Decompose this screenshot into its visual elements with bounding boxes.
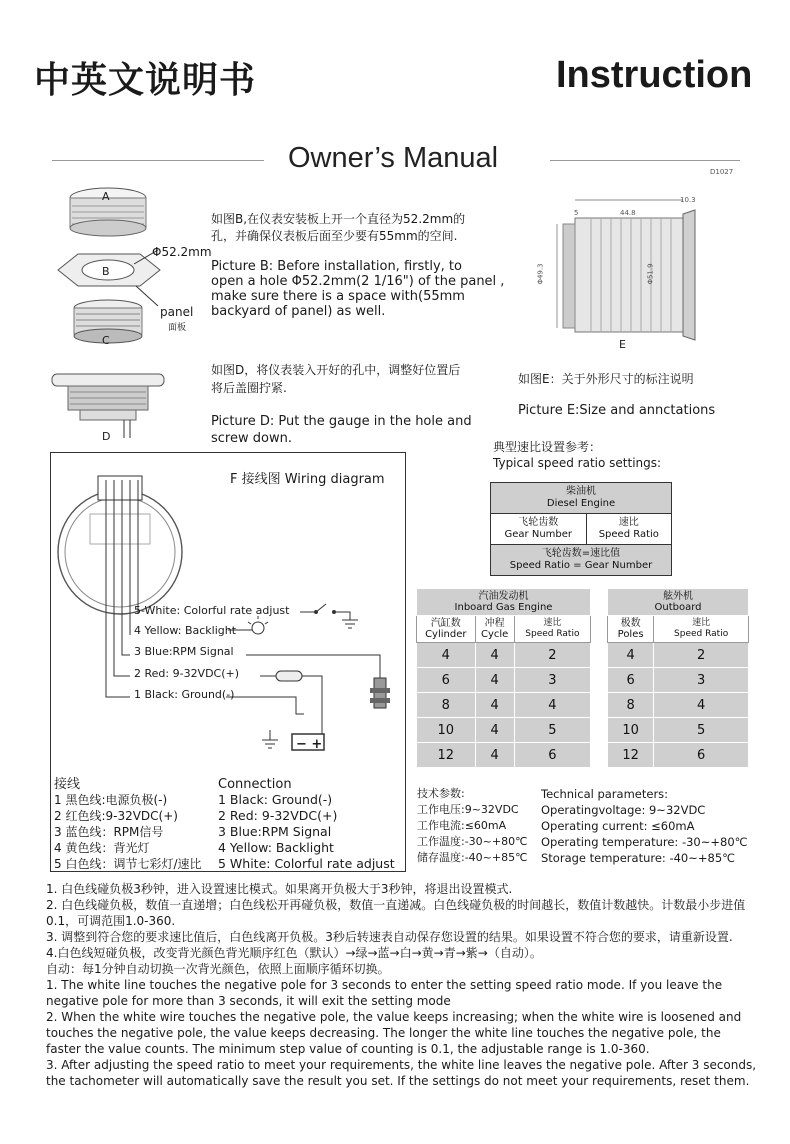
connection-title-en: Connection (218, 777, 292, 792)
header-title-en: Instruction (556, 54, 753, 96)
dim-4: Φ49.3 (536, 263, 545, 285)
table-row (608, 718, 749, 743)
tech-cn-item: 技术参数: (417, 787, 465, 800)
ground-icon (262, 730, 278, 748)
connection-cn-item: 2 红色线:9-32VDC(+) (54, 809, 178, 823)
inboard-cell: 12 (417, 743, 476, 768)
connection-cn-item: 5 白色线：调节七彩灯/速比 (54, 857, 202, 871)
label-a: A (102, 190, 110, 203)
connection-en-item: 1 Black: Ground(-) (218, 792, 333, 807)
diesel-title-cn: 柴油机 (566, 486, 596, 497)
bulb-icon (248, 616, 268, 634)
divider-left (52, 160, 264, 161)
pice-en: Picture E:Size and annctations (518, 403, 716, 418)
instructions (46, 881, 758, 1089)
wire-1: 1 Black: Ground(-) (134, 688, 235, 701)
outboard-title-en: Outboard (654, 602, 702, 613)
label-diameter: Φ52.2mm (152, 245, 212, 259)
table-row (417, 743, 591, 768)
outboard-cell: 12 (608, 743, 654, 768)
instruction-en-1: 1. The white line touches the negative pole for 3 seconds to enter the setting speed ratio mode. If you leave the negative pole for more than 3 seconds, it will exit the setting mode (46, 978, 723, 1008)
inboard-cell: 4 (417, 643, 476, 668)
picd-en-2: screw down. (211, 431, 292, 446)
inboard-h1-cn: 汽缸数 (430, 618, 461, 629)
connection-cn-list (54, 792, 202, 872)
connection-en-item: 3 Blue:RPM Signal (218, 824, 332, 839)
outboard-cell: 4 (654, 693, 749, 718)
connection-cn-item: 4 黄色线：背光灯 (54, 841, 150, 855)
outboard-cell: 10 (608, 718, 654, 743)
pice-cn: 如图E：关于外形尺寸的标注说明 (518, 372, 694, 386)
table-row (417, 718, 591, 743)
ratio-intro-cn: 典型速比设置参考： (493, 440, 602, 454)
battery-label: − + (296, 737, 323, 752)
instruction-en-2: 2. When the white wire touches the negative pole, the value keeps increasing; when the white wire is loosened and touches the negative pole, the value keeps decreasing. The longer the white line touches the negative pole, the faster the value counts. The minimum step value of counting is 0.1, the adjustable range is 1.0-360. (46, 1010, 742, 1056)
picb-cn-1: 如图B,在仪表安装板上开一个直径为52.2mm的 (211, 212, 466, 226)
inboard-title-en: Inboard Gas Engine (454, 602, 553, 613)
diesel-ratio-en: Speed Ratio (598, 529, 659, 540)
connection-title-cn: 接线 (54, 777, 81, 792)
inboard-cell: 10 (417, 718, 476, 743)
tech-en-item: Operating current: ≤60mA (541, 819, 695, 833)
picb-cn-2: 孔，并确保仪表板后面至少要有55mm的空间. (211, 229, 458, 243)
table-row (417, 693, 591, 718)
instruction-cn-4: 4.白色线短碰负极，改变背光颜色背光顺序红色（默认）→绿→蓝→白→黄→青→紫→（自动）。 (46, 946, 542, 960)
table-row (608, 743, 749, 768)
tech-en-item: Operatingvoltage: 9~32VDC (541, 803, 706, 817)
diesel-gear-en: Gear Number (504, 529, 573, 540)
picd-en-1: Picture D: Put the gauge in the hole and (211, 414, 472, 429)
wire-3: 3 Blue:RPM Signal (134, 645, 234, 658)
tech-cn-item: 工作温度:-30~+80℃ (417, 835, 528, 848)
table-row (608, 668, 749, 693)
inboard-cell: 4 (475, 668, 514, 693)
tech-cn-list (417, 786, 527, 866)
outboard-h1-en: Poles (617, 629, 644, 640)
outboard-cell: 4 (608, 643, 654, 668)
picd-cn-1: 如图D，将仪表装入开好的孔中，调整好位置后 (211, 363, 461, 377)
inboard-cell: 2 (514, 643, 590, 668)
outboard-cell: 6 (608, 668, 654, 693)
inboard-rows (417, 643, 591, 768)
label-panel-en: panel (160, 305, 194, 319)
outboard-cell: 3 (654, 668, 749, 693)
label-b: B (102, 265, 110, 278)
wiring-title: F 接线图 Wiring diagram (230, 472, 385, 487)
manual-code: D1027 (710, 168, 734, 176)
inboard-cell: 4 (475, 743, 514, 768)
outboard-h2-en: Speed Ratio (674, 629, 729, 639)
connection-en-item: 5 White: Colorful rate adjust (218, 856, 395, 871)
outboard-h1-cn: 极数 (620, 618, 641, 629)
inboard-h1-en: Cylinder (425, 629, 467, 640)
outboard-rows (608, 643, 749, 768)
wire-5: 5-White: Colorful rate adjust (134, 604, 290, 617)
diesel-formula-en: Speed Ratio = Gear Number (509, 560, 653, 571)
tech-cn-item: 储存温度:-40~+85℃ (417, 851, 528, 864)
outboard-table (607, 588, 749, 768)
inboard-cell: 5 (514, 718, 590, 743)
picb-en-4: backyard of panel) as well. (211, 304, 386, 319)
diesel-formula-cn: 飞轮齿数=速比值 (541, 548, 621, 559)
label-panel-cn: 面板 (168, 323, 187, 333)
inboard-cell: 6 (514, 743, 590, 768)
outboard-title-cn: 舷外机 (663, 591, 693, 602)
ground-icon (342, 620, 358, 628)
manual-title: Owner’s Manual (288, 142, 499, 174)
dim-2: 44.8 (620, 209, 636, 217)
instruction-cn-1: 1. 白色线碰负极3秒钟，进入设置速比模式。如果离开负极大于3秒钟，将退出设置模式. (46, 882, 513, 896)
inboard-h3-en: Speed Ratio (525, 629, 580, 639)
picb-en-3: make sure there is a space with(55mm (211, 289, 465, 304)
picd-cn-2: 将后盖圈拧紧. (211, 381, 287, 395)
instruction-cn-2: 2. 白色线碰负极，数值一直递增；白色线松开再碰负极，数值一直递减。白色线碰负极的时间越长，数值计数越快。计数最小步进值0.1，可调范围1.0-360. (46, 898, 746, 928)
instruction-en-3: 3. After adjusting the speed ratio to meet your requirements, the white line leaves the negative pole. After 3 seconds, the tachometer will automatically save the result you set. If the settings do not meet your requirements, reset them. (46, 1058, 757, 1088)
table-row (417, 668, 591, 693)
outboard-cell: 8 (608, 693, 654, 718)
outboard-cell: 2 (654, 643, 749, 668)
diesel-table (490, 482, 672, 576)
tech-cn-item: 工作电流:≤60mA (417, 819, 507, 832)
ratio-intro-en: Typical speed ratio settings: (493, 456, 662, 470)
outboard-h2-cn: 速比 (692, 618, 711, 628)
inboard-cell: 8 (417, 693, 476, 718)
resistor-icon (276, 671, 302, 681)
connection-cn-item: 3 蓝色线：RPM信号 (54, 825, 164, 839)
label-d: D (102, 430, 111, 443)
picb-en-2: open a hole Φ52.2mm(2 1/16") of the panel , (211, 274, 505, 289)
tech-en-item: Technical parameters: (541, 787, 669, 801)
connection-en-item: 2 Red: 9-32VDC(+) (218, 808, 338, 823)
connection-en-list (218, 792, 395, 872)
diesel-gear-cn: 飞轮齿数 (518, 517, 559, 528)
label-e: E (619, 338, 626, 351)
header-title-cn: 中英文说明书 (34, 60, 257, 101)
divider-right (550, 160, 740, 161)
diesel-title-en: Diesel Engine (546, 498, 616, 509)
diesel-ratio-cn: 速比 (618, 517, 639, 528)
inboard-title-cn: 汽油发动机 (478, 591, 529, 602)
connection-cn-item: 1 黑色线:电源负极(-) (54, 793, 168, 807)
tech-cn-item: 工作电压:9~32VDC (417, 803, 519, 816)
inboard-cell: 6 (417, 668, 476, 693)
dim-3: 10.3 (680, 196, 696, 204)
instruction-cn-5: 自动：每1分钟自动切换一次背光颜色，依照上面顺序循环切换。 (46, 962, 390, 976)
outboard-cell: 5 (654, 718, 749, 743)
tech-en-item: Operating temperature: -30~+80℃ (541, 835, 748, 849)
table-row (608, 643, 749, 668)
outboard-cell: 6 (654, 743, 749, 768)
wire-4: 4 Yellow: Backlight (134, 624, 237, 637)
table-row (417, 643, 591, 668)
connection-en-item: 4 Yellow: Backlight (218, 840, 334, 855)
switch-icon (314, 610, 336, 614)
instruction-cn-3: 3. 调整到符合您的要求速比值后，白色线离开负极。3秒后转速表自动保存您设置的结果。如果设置不符合您的要求，请重新设置. (46, 930, 733, 944)
inboard-cell: 4 (514, 693, 590, 718)
table-row (608, 693, 749, 718)
inboard-cell: 4 (475, 718, 514, 743)
dim-5: Φ51.9 (646, 263, 655, 285)
tech-en-list (541, 786, 748, 866)
inboard-h2-cn: 冲程 (484, 618, 505, 629)
tech-en-item: Storage temperature: -40~+85℃ (541, 851, 736, 865)
inboard-cell: 4 (475, 693, 514, 718)
inboard-table (416, 588, 591, 768)
picb-en-1: Picture B: Before installation, firstly, to (211, 259, 462, 274)
wire-2: 2 Red: 9-32VDC(+) (134, 667, 240, 680)
dim-1: 5 (574, 209, 579, 217)
inboard-h3-cn: 速比 (543, 618, 562, 628)
sensor-icon (370, 678, 390, 708)
inboard-cell: 3 (514, 668, 590, 693)
gauge-assembly-d-icon (52, 374, 164, 438)
inboard-cell: 4 (475, 643, 514, 668)
inboard-h2-en: Cycle (480, 629, 509, 640)
label-c: C (102, 334, 110, 347)
